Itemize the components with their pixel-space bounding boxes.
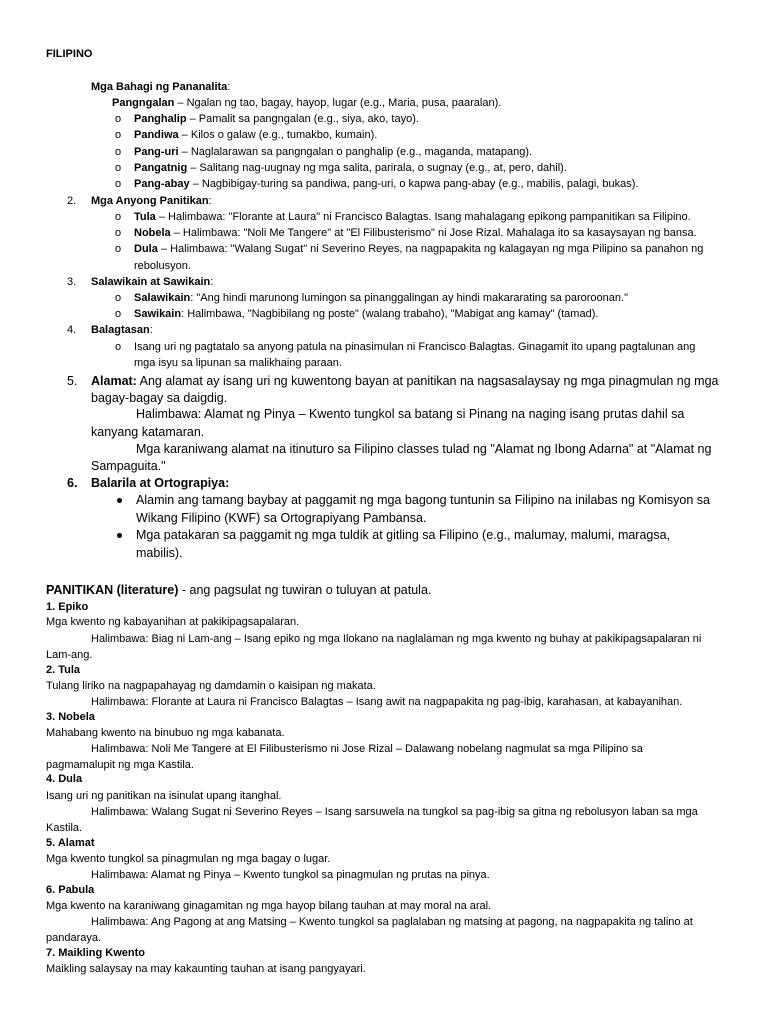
bullet-o-icon: o [115, 292, 122, 304]
heading-text: Salawikain at Sawikain [91, 276, 211, 288]
paragraph-line: Isang uri ng pagtatalo sa anyong patula na pinasimulan ni Francisco Balagtas. Ginagamit ito upang pagtalunan ang [134, 341, 696, 353]
panitikan-item-definition: Mahabang kwento na binubuo ng mga kabanata. [46, 727, 285, 739]
panitikan-item-example: Halimbawa: Florante at Laura ni Francisco Balagtas – Isang awit na nagpapakita ng pag-ibig, karahasan, at kabayanihan. [91, 696, 683, 708]
panitikan-item-example-cont: Lam-ang. [46, 649, 93, 661]
heading-colon: : [208, 195, 212, 207]
list-item [134, 226, 697, 240]
paragraph-text: Ang alamat ay isang uri ng kuwentong bayan at panitikan na nagsasalaysay ng mga pinagmulan ng mga [136, 374, 719, 388]
term: Salawikain [134, 292, 191, 304]
term: Nobela [134, 227, 171, 239]
definition: – Halimbawa: "Noli Me Tangere" at "El Filibusterismo" ni Jose Rizal. Mahalaga ito sa kasaysayan ng bansa. [170, 227, 697, 239]
panitikan-item-example-cont: Kastila. [46, 822, 83, 834]
term: Dula [134, 243, 158, 255]
panitikan-item-definition: Mga kwento na karaniwang ginagamitan ng mga hayop bilang tauhan at may moral na aral. [46, 900, 492, 912]
bullet-o-icon: o [115, 211, 122, 223]
panitikan-item-example: Halimbawa: Noli Me Tangere at El Filibusterismo ni Jose Rizal – Dalawang nobelang nagmulat sa mga Pilipino sa [91, 743, 643, 755]
list-item [112, 96, 501, 110]
panitikan-item-definition: Isang uri ng panitikan na isinulat upang itanghal. [46, 790, 282, 802]
list-item [134, 128, 377, 142]
panitikan-item-title: 2. Tula [46, 664, 81, 676]
list-item [134, 112, 419, 126]
panitikan-item-title: 3. Nobela [46, 711, 95, 723]
panitikan-item-definition: Tulang liriko na nagpapahayag ng damdamin o kaisipan ng makata. [46, 680, 376, 692]
definition: : Halimbawa, "Nagbibilang ng poste" (walang trabaho), "Mabigat ang kamay" (tamad). [181, 308, 599, 320]
paragraph-line: kanyang katamaran. [91, 425, 205, 439]
term: Panghalip [134, 113, 187, 125]
paragraph-line: Wikang Filipino (KWF) sa Ortograpiyang Pambansa. [136, 511, 427, 525]
panitikan-heading [46, 582, 431, 599]
definition: – Naglalarawan sa pangngalan o panghalip (e.g., maganda, matapang). [178, 146, 533, 158]
document-title: FILIPINO [46, 48, 93, 60]
bullet-o-icon: o [115, 227, 122, 239]
definition: – Salitang nag-uugnay ng mga salita, parirala, o sugnay (e.g., at, pero, dahil). [187, 162, 567, 174]
heading-text: PANITIKAN (literature) [46, 583, 179, 597]
term: Pang-uri [134, 146, 179, 158]
paragraph-line: Alamin ang tamang baybay at paggamit ng mga bagong tuntunin sa Filipino na inilabas ng Komisyon sa [136, 493, 710, 507]
panitikan-item-example: Halimbawa: Alamat ng Pinya – Kwento tungkol sa pinagmulan ng prutas na pinya. [91, 869, 490, 881]
section-5-line [91, 373, 718, 390]
heading-colon: : [210, 276, 214, 288]
paragraph-line: bagay-bagay sa daigdig. [91, 391, 228, 405]
paragraph-line: mabilis). [136, 546, 183, 560]
bullet-dot-icon [117, 498, 122, 503]
panitikan-item-example-cont: pandaraya. [46, 932, 102, 944]
list-item [134, 210, 691, 224]
panitikan-item-example-cont: pagmamalupit ng mga Kastila. [46, 759, 194, 771]
section-4-heading [91, 323, 153, 337]
section-3-heading [91, 275, 213, 289]
heading-colon: : [149, 324, 153, 336]
section-number: 6. [67, 476, 78, 490]
section-number: 2. [67, 195, 77, 207]
term: Pangngalan [112, 97, 175, 109]
heading-rest: - ang pagsulat ng tuwiran o tuluyan at patula. [178, 583, 432, 597]
paragraph-line: Mga patakaran sa paggamit ng mga tuldik at gitling sa Filipino (e.g., malumay, malumi, maragsa, [136, 528, 671, 542]
definition: – Ngalan ng tao, bagay, hayop, lugar (e.g., Maria, pusa, paaralan). [174, 97, 502, 109]
panitikan-item-example: Halimbawa: Walang Sugat ni Severino Reyes – Isang sarsuwela na tungkol sa pag-ibig sa gitna ng rebolusyon laban sa mga [91, 806, 698, 818]
definition: – Kilos o galaw (e.g., tumakbo, kumain). [178, 129, 378, 141]
section-number: 5. [67, 374, 78, 388]
heading-colon: : [227, 81, 231, 93]
panitikan-item-title: 7. Maikling Kwento [46, 947, 146, 959]
section-1-heading [91, 80, 230, 94]
bullet-dot-icon [117, 533, 122, 538]
bullet-o-icon: o [115, 243, 122, 255]
paragraph-line: Sampaguita." [91, 459, 166, 473]
bullet-o-icon: o [115, 113, 122, 125]
panitikan-item-definition: Mga kwento ng kabayanihan at pakikipagsapalaran. [46, 616, 300, 628]
heading-text: Mga Anyong Panitikan [91, 195, 209, 207]
bullet-o-icon: o [115, 178, 122, 190]
panitikan-item-title: 5. Alamat [46, 837, 95, 849]
list-item [134, 177, 638, 191]
section-number: 4. [67, 324, 77, 336]
panitikan-item-example: Halimbawa: Ang Pagong at ang Matsing – Kwento tungkol sa paglalaban ng matsing at pagong, na nagpapakita ng talino at [91, 916, 693, 928]
definition: : "Ang hindi marunong lumingon sa pinanggalingan ay hindi makararating sa paroroonan." [190, 292, 628, 304]
term: Pandiwa [134, 129, 179, 141]
heading-text: Mga Bahagi ng Pananalita [91, 81, 228, 93]
panitikan-item-definition: Maikling salaysay na may kakaunting tauhan at isang pangyayari. [46, 963, 366, 975]
list-item [134, 145, 532, 159]
term: Sawikain [134, 308, 182, 320]
paragraph-line: Halimbawa: Alamat ng Pinya – Kwento tungkol sa batang si Pinang na naging isang prutas dahil sa [136, 407, 685, 421]
bullet-o-icon: o [115, 146, 122, 158]
panitikan-item-example: Halimbawa: Biag ni Lam-ang – Isang epiko ng mga Ilokano na naglalaman ng mga kwento ng buhay at pakikipagsapalaran ni [91, 633, 702, 645]
bullet-o-icon: o [115, 162, 122, 174]
section-2-heading [91, 194, 212, 208]
definition: – Halimbawa: "Florante at Laura" ni Francisco Balagtas. Isang mahalagang epikong pampanitikan sa Filipino. [155, 211, 691, 223]
section-6-heading: Balarila at Ortograpiya: [91, 476, 230, 490]
term: Pang-abay [134, 178, 190, 190]
panitikan-item-title: 1. Epiko [46, 601, 89, 613]
paragraph-line: mga isyu sa lipunan sa malikhaing paraan. [134, 357, 342, 369]
list-item [134, 307, 598, 321]
bullet-o-icon: o [115, 341, 122, 353]
term: Pangatnig [134, 162, 188, 174]
list-item [134, 242, 703, 256]
bullet-o-icon: o [115, 308, 122, 320]
definition: – Pamalit sa pangngalan (e.g., siya, ako, tayo). [186, 113, 419, 125]
bullet-o-icon: o [115, 129, 122, 141]
panitikan-item-title: 6. Pabula [46, 884, 95, 896]
definition-continued: rebolusyon. [134, 260, 191, 272]
panitikan-item-definition: Mga kwento tungkol sa pinagmulan ng mga bagay o lugar. [46, 853, 331, 865]
list-item [134, 161, 567, 175]
heading-text: Alamat: [91, 374, 137, 388]
heading-text: Balagtasan [91, 324, 150, 336]
panitikan-item-title: 4. Dula [46, 773, 83, 785]
section-number: 3. [67, 276, 77, 288]
paragraph-line: Mga karaniwang alamat na itinuturo sa Filipino classes tulad ng "Alamat ng Ibong Adarna" at "Alamat ng [136, 442, 712, 456]
definition: – Halimbawa: "Walang Sugat" ni Severino Reyes, na nagpapakita ng kalagayan ng mga Pilipino sa panahon ng [157, 243, 704, 255]
list-item [134, 291, 628, 305]
term: Tula [134, 211, 156, 223]
definition: – Nagbibigay-turing sa pandiwa, pang-uri, o kapwa pang-abay (e.g., mabilis, palagi, bukas). [189, 178, 639, 190]
